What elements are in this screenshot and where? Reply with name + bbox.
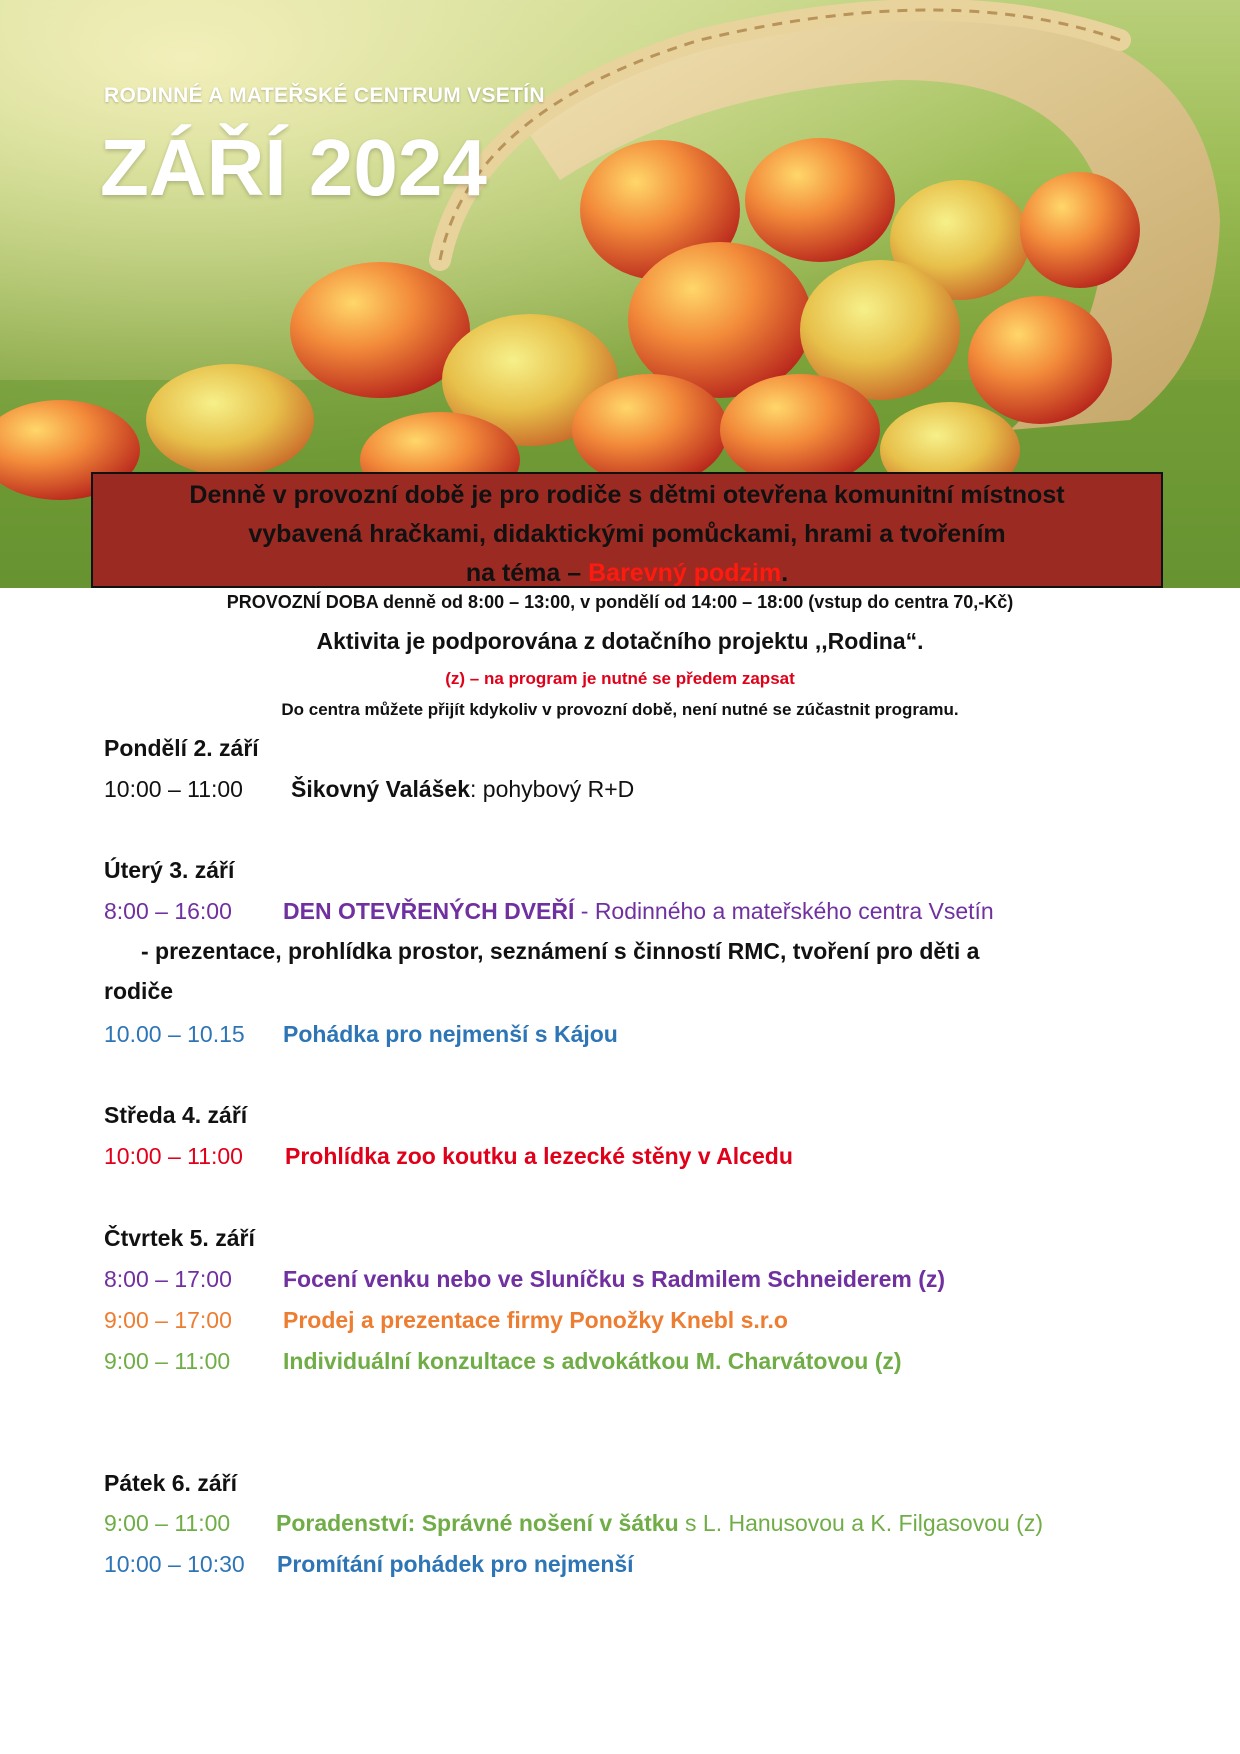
event-time: 10:00 – 11:00 [104,1143,243,1169]
registration-note: (z) – na program je nutné se předem zapsat [445,669,795,688]
page-title: ZÁŘÍ 2024 [100,123,487,212]
project-support: Aktivita je podporována z dotačního projektu ,,Rodina“. [316,628,924,654]
event-row: 10:00 – 11:00 Šikovný Valášek: pohybový R+D [104,776,635,802]
day-heading: Úterý 3. září [104,857,235,883]
visit-note: Do centra můžete přijít kdykoliv v provozní době, není nutné se zúčastnit programu. [281,700,959,719]
event-title: Prohlídka zoo koutku a lezecké stěny v Alcedu [285,1143,793,1169]
event-row [104,1021,618,1048]
centre-name: RODINNÉ A MATEŘSKÉ CENTRUM VSETÍN [104,84,545,107]
event-title: Šikovný Valášek [291,776,471,802]
notice-line: Denně v provozní době je pro rodiče s dětmi otevřena komunitní místnost [189,481,1065,509]
event-title: DEN OTEVŘENÝCH DVEŘÍ [283,898,575,924]
event-time: 10:00 – 10:30 [104,1551,245,1577]
day-heading: Pátek 6. září [104,1470,237,1496]
event-title: Pohádka pro nejmenší s Kájou [283,1021,618,1047]
event-row [104,1551,634,1578]
theme-highlight: Barevný podzim [588,559,782,587]
event-time: 10.00 – 10.15 [104,1021,245,1047]
notice-line: vybavená hračkami, didaktickými pomůckami, hrami a tvořením [248,520,1006,548]
event-title: Individuální konzultace s advokátkou M. Charvátovou (z) [283,1348,902,1374]
event-title: Poradenství: Správné nošení v šátku [276,1510,679,1536]
event-title: Focení venku nebo ve Sluníčku s Radmilem Schneiderem (z) [283,1266,946,1292]
event-detail: - prezentace, prohlídka prostor, seznámení s činností RMC, tvoření pro děti a [141,938,980,964]
event-time: 8:00 – 17:00 [104,1266,232,1292]
event-time: 9:00 – 17:00 [104,1307,232,1333]
event-row [104,1143,793,1170]
event-time: 10:00 – 11:00 [104,776,243,802]
event-time: 9:00 – 11:00 [104,1348,231,1374]
event-row: 8:00 – 16:00 DEN OTEVŘENÝCH DVEŘÍ - Rodinného a mateřského centra Vsetín [104,898,994,924]
event-detail: rodiče [104,978,174,1004]
notice-box [91,472,1163,588]
event-title: Prodej a prezentace firmy Ponožky Knebl s.r.o [283,1307,788,1333]
opening-hours: PROVOZNÍ DOBA denně od 8:00 – 13:00, v pondělí od 14:00 – 18:00 (vstup do centra 70,-Kč) [226,592,1014,612]
event-row [104,1266,945,1293]
event-row [104,1307,788,1334]
event-time: 8:00 – 16:00 [104,898,232,924]
event-row: 9:00 – 11:00 Poradenství: Správné nošení v šátku s L. Hanusovou a K. Filgasovou (z) [104,1510,1043,1536]
day-heading: Středa 4. září [104,1102,248,1128]
notice-line: na téma – Barevný podzim. [465,559,789,587]
day-heading: Pondělí 2. září [104,735,259,761]
day-heading: Čtvrtek 5. září [104,1225,255,1251]
event-row [104,1348,902,1375]
event-time: 9:00 – 11:00 [104,1510,231,1536]
event-title: Promítání pohádek pro nejmenší [277,1551,634,1577]
